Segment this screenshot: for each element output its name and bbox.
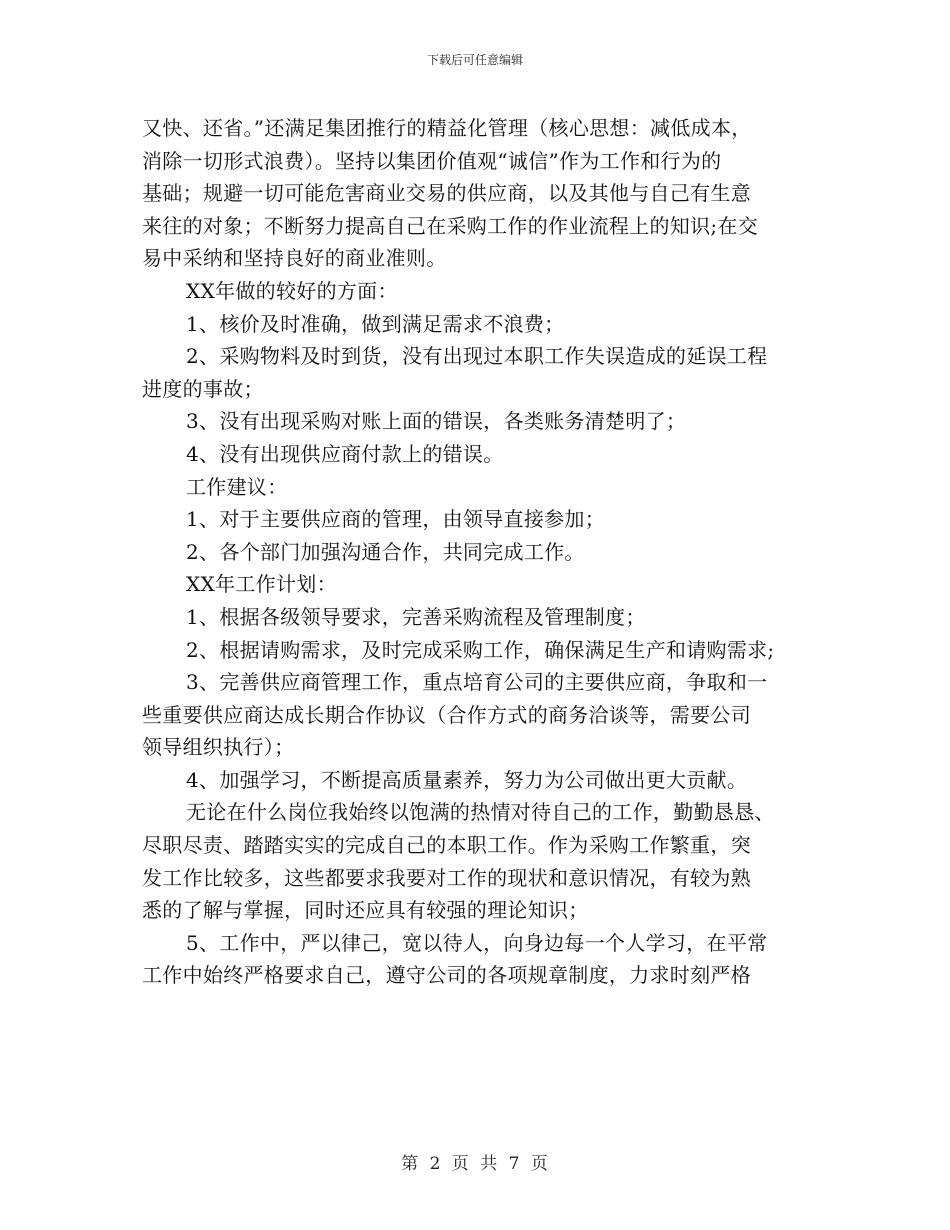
list-item: 2、根据请购需求，及时完成采购工作，确保满足生产和请购需求; bbox=[186, 637, 775, 662]
list-item: 3、没有出现采购对账上面的错误，各类账务清楚明了； bbox=[186, 409, 687, 434]
list-item: 2、各个部门加强沟通合作，共同完成工作。 bbox=[186, 539, 585, 564]
list-item: 4、没有出现供应商付款上的错误。 bbox=[186, 441, 504, 466]
section-heading: XX年做的较好的方面： bbox=[186, 278, 398, 303]
page-header: 下载后可任意编辑 bbox=[426, 53, 523, 67]
body-line: 进度的事故； bbox=[142, 376, 264, 401]
section-heading: 工作建议： bbox=[186, 474, 288, 499]
body-line: 发工作比较多，这些都要求我要对工作的现状和意识情况，有较为熟 bbox=[142, 865, 751, 890]
list-item: 5、工作中，严以律己，宽以待人，向身边每一个人学习，在平常 bbox=[186, 930, 768, 955]
body-line: 些重要供应商达成长期合作协议（合作方式的商务洽谈等，需要公司 bbox=[142, 702, 751, 727]
body-line: 又快、还省。”还满足集团推行的精益化管理（核心思想：减低成本， bbox=[142, 116, 752, 140]
body-line: 领导组织执行）； bbox=[142, 735, 295, 760]
body-line: 来往的对象；不断努力提高自己在采购工作的作业流程上的知识;在交 bbox=[142, 213, 759, 238]
list-item: 2、采购物料及时到货，没有出现过本职工作失误造成的延误工程 bbox=[186, 344, 768, 369]
body-line: 工作中始终严格要求自己，遵守公司的各项规章制度，力求时刻严格 bbox=[142, 963, 751, 988]
list-item: 3、完善供应商管理工作，重点培育公司的主要供应商，争取和一 bbox=[186, 670, 768, 695]
list-item: 1、对于主要供应商的管理，由领导直接参加； bbox=[186, 507, 606, 532]
paragraph-start: 无论在什么岗位我始终以饱满的热情对待自己的工作，勤勤恳恳、 bbox=[186, 800, 775, 825]
body-line: 易中采纳和坚持良好的商业准则。 bbox=[142, 246, 447, 271]
list-item: 1、根据各级领导要求，完善采购流程及管理制度； bbox=[186, 604, 646, 629]
list-item: 1、核价及时准确，做到满足需求不浪费； bbox=[186, 311, 565, 336]
list-item: 4、加强学习，不断提高质量素养，努力为公司做出更大贡献。 bbox=[186, 767, 748, 792]
document-body bbox=[142, 112, 822, 992]
section-heading: XX年工作计划： bbox=[186, 572, 337, 597]
body-line: 尽职尽责、踏踏实实的完成自己的本职工作。作为采购工作繁重，突 bbox=[142, 833, 751, 858]
body-line: 悉的了解与掌握，同时还应具有较强的理论知识； bbox=[142, 898, 589, 923]
page-footer: 第 2 页 共 7 页 bbox=[401, 1154, 549, 1174]
body-line: 基础；规避一切可能危害商业交易的供应商，以及其他与自己有生意 bbox=[142, 181, 751, 206]
body-line: 消除一切形式浪费）。坚持以集团价值观“诚信”作为工作和行为的 bbox=[142, 148, 722, 173]
